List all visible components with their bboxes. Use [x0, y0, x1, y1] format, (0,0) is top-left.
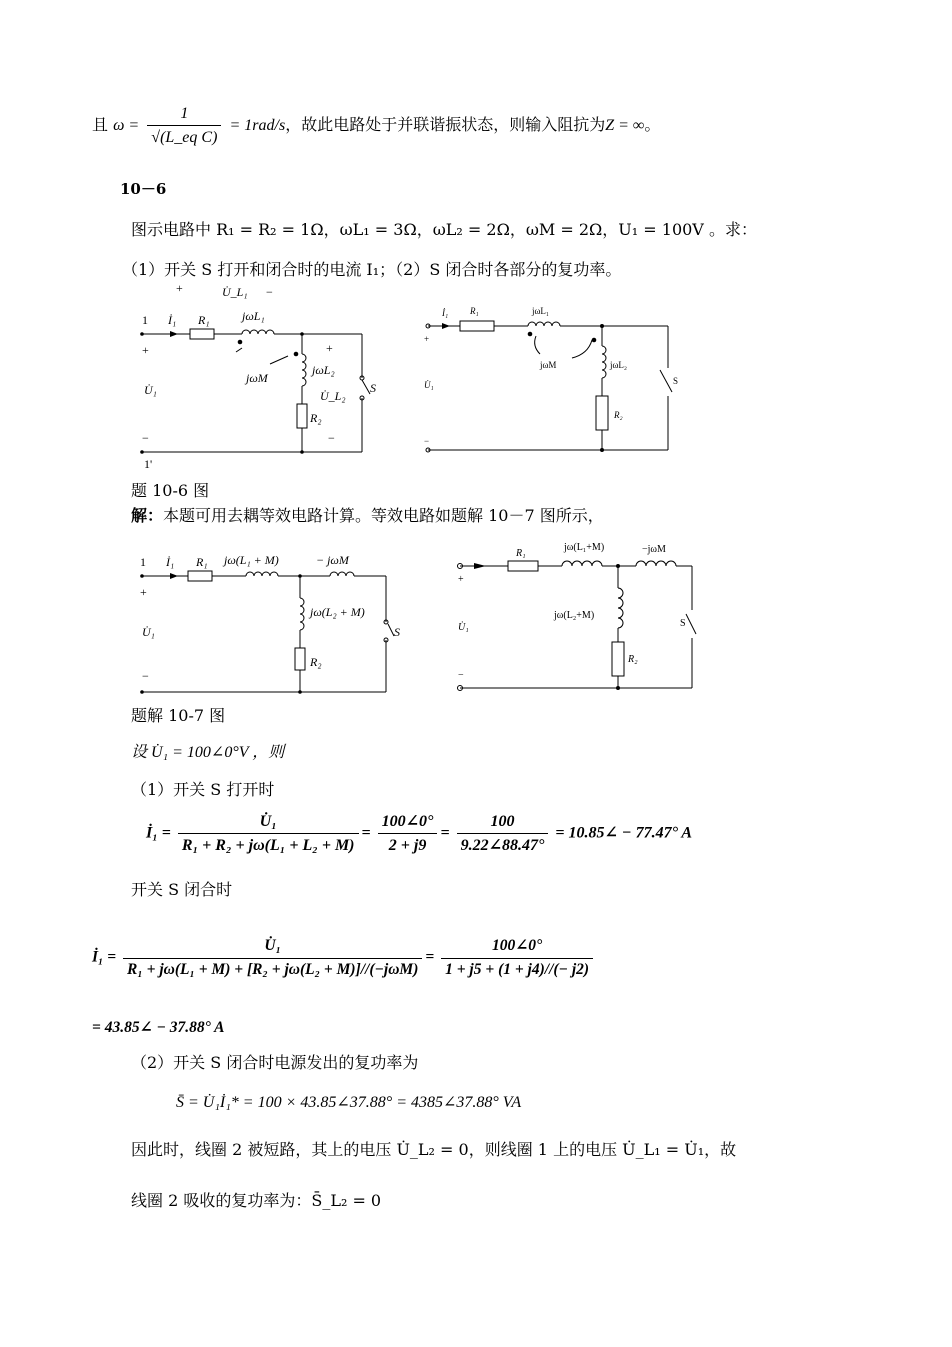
fig1l-minus-mid: − [328, 431, 335, 445]
fig2r-u1: U̇₁ [458, 622, 469, 633]
fig1r-s: S [672, 376, 678, 386]
fig2r-plus: + [458, 574, 464, 585]
fig2l-r1: R₁ [196, 555, 208, 569]
problem-question: （1）开关 S 打开和闭合时的电流 I₁；（2）S 闭合时各部分的复功率。 [122, 260, 622, 279]
omega-lhs: ω = [113, 117, 140, 135]
figure1-left-circuit [130, 282, 400, 472]
figure2-left-circuit [130, 550, 400, 700]
eq2-f2-num: 100∠0° [441, 937, 593, 959]
figure2-caption: 题解 10-7 图 [131, 706, 226, 725]
eq1-f2-den: 2 + j9 [388, 837, 427, 855]
fig1l-s: S [370, 381, 376, 395]
fig1l-u1: U̇₁ [144, 383, 157, 397]
fig1l-r2: R₂ [310, 411, 322, 425]
power-equation: S̄ = U̇₁İ₁* = 100 × 43.85∠37.88° = 4385∠37.88° VA [176, 1094, 522, 1111]
eq2-f1-den: R₁ + jω(L₁ + M) + [R₂ + jω(L₂ + M)]//(−jωM) [127, 960, 419, 978]
conclusion-line2: 线圈 2 吸收的复功率为：S̄_L₂ = 0 [131, 1191, 382, 1210]
eq1-f2-num: 100∠0° [378, 812, 438, 834]
eq1-frac3 [457, 812, 549, 855]
eq2-lhs: İ₁ = [92, 948, 117, 966]
fig2l-s: S [394, 625, 400, 639]
fig1l-u-l1: U̇_L₁ [222, 285, 248, 299]
eq1-result: = 10.85∠ − 77.47° A [555, 824, 693, 842]
top-text: ，故此电路处于并联谐振状态，则输入阻抗为 [285, 115, 606, 135]
fig1l-minus-left: − [142, 431, 149, 445]
fig1r-jwm: jωM [540, 360, 557, 370]
fig2r-mjm: −jωM [642, 544, 666, 555]
top-end: 。 [644, 115, 661, 135]
fig2l-node1: 1 [140, 555, 146, 569]
fig1r-u1: U̇₁ [424, 380, 434, 390]
fig2l-r2: R₂ [310, 655, 322, 669]
fig1l-node1: 1 [142, 313, 148, 327]
problem-id: 10－6 [120, 180, 167, 198]
fig2r-minus: − [458, 670, 464, 681]
omega-fraction [147, 104, 221, 147]
fig2r-r1: R₁ [516, 548, 526, 559]
set-line: 设 U̇₁ = 100∠0°V ，则 [131, 744, 285, 761]
fig2l-l1m: jω(L₁ + M) [224, 553, 279, 567]
fig1r-jwl2: jωL₂ [610, 360, 628, 370]
equation2: İ₁ = $\frac{\text{U̇₁}}{\text{R₁ + jω(L₁ + M) + [R₂ + jω(L₂ + M)]//(−jωM)}}$ = $\frac{100\angle 0^\circ}{1 + j5 + (1 + j4)//(- j2)}$ [92, 937, 596, 979]
figure1-caption: 题 10-6 图 [131, 481, 210, 500]
eq2-f1-num: U̇₁ [123, 937, 422, 959]
fig1r-jwl1: jωL₁ [532, 306, 550, 316]
problem-text: 图示电路中 R₁ = R₂ = 1Ω，ωL₁ = 3Ω，ωL₂ = 2Ω，ωM = 2Ω，U₁ = 100V 。求： [131, 220, 757, 239]
equation1: İ₁ = $\frac{\text{U̇₁}}{\text{R₁ + R₂ + jω(L₁ + L₂ + M)}}$ = $\frac{100\angle 0^\circ}{2 + j9}$ = $\frac{100}{9.22\angle 88.47^\circ}$ = 10.85∠ − 77.47° A [146, 813, 693, 855]
fig1r-minus: − [424, 436, 430, 446]
fig2r-l1m: jω(L₁+M) [564, 542, 605, 553]
fig1r-i1: İ₁ [442, 308, 449, 318]
eq1-frac2 [378, 812, 438, 855]
eq1-f1-num: U̇₁ [178, 812, 359, 834]
fig1l-plus-left: + [142, 343, 149, 357]
fig2l-i1: İ₁ [166, 555, 175, 569]
conclusion-line1: 因此时，线圈 2 被短路，其上的电压 U̇_L₂ = 0，则线圈 1 上的电压 U̇_L₁ = U̇₁，故 [131, 1140, 737, 1159]
fig1r-plus: + [424, 334, 430, 344]
fig1l-plus-top: + [176, 282, 183, 295]
omega-frac-num: 1 [147, 104, 221, 126]
part2-label: （2）开关 S 闭合时电源发出的复功率为 [131, 1053, 419, 1072]
fig2l-minus: − [142, 669, 149, 683]
eq1-frac1 [178, 812, 359, 855]
eq2-frac2 [441, 937, 593, 979]
fig2r-r2: R₂ [628, 654, 638, 665]
eq1-f3-den: 9.22∠88.47° [460, 837, 545, 855]
fig1l-jwm: jωM [246, 371, 268, 385]
fig1l-r1: R₁ [198, 313, 210, 327]
equation2-result: = 43.85∠ − 37.88° A [92, 1019, 225, 1036]
fig2r-l2m: jω(L₂+M) [554, 610, 595, 621]
eq2-f2-den: 1 + j5 + (1 + j4)//(− j2) [445, 960, 590, 978]
eq1-lhs: İ₁ = [146, 824, 171, 842]
figure1-right-circuit [420, 300, 680, 460]
top-prefix: 且 [92, 115, 109, 135]
solution-text: 本题可用去耦等效电路计算。等效电路如题解 10－7 图所示， [163, 506, 604, 525]
fig1r-r2: R₂ [614, 410, 623, 420]
fig1l-node1p: 1' [144, 457, 153, 471]
fig1l-plus-mid: + [326, 341, 333, 355]
fig2l-plus: + [140, 585, 147, 599]
figure2-right-circuit [452, 538, 712, 698]
impedance-z: Z = ∞ [605, 117, 645, 135]
case1-label: （1）开关 S 打开时 [131, 780, 275, 799]
omega-rhs: = 1rad/s [229, 117, 286, 135]
fig2l-u1: U̇₁ [142, 625, 155, 639]
eq1-f3-num: 100 [457, 812, 549, 834]
fig2l-mjm: − jωM [316, 553, 349, 567]
solution-line [131, 506, 604, 525]
case2-label: 开关 S 闭合时 [131, 880, 233, 899]
fig1l-i1: İ₁ [168, 313, 177, 327]
eq2-frac1 [123, 937, 422, 979]
fig2l-l2m: jω(L₂ + M) [310, 605, 365, 619]
top-line [92, 104, 660, 147]
fig2r-s: S [680, 618, 686, 629]
fig1l-jwl2: jωL₂ [312, 363, 335, 377]
fig1r-r1: R₁ [470, 306, 479, 316]
fig1l-u-l2: U̇_L₂ [320, 389, 346, 403]
fig1l-minus-top: − [266, 285, 273, 299]
eq1-f1-den: R₁ + R₂ + jω(L₁ + L₂ + M) [181, 837, 355, 855]
omega-frac-den: √(L_eq C) [151, 129, 218, 147]
solution-label: 解： [131, 506, 164, 525]
fig1l-jwl1: jωL₁ [242, 309, 265, 323]
